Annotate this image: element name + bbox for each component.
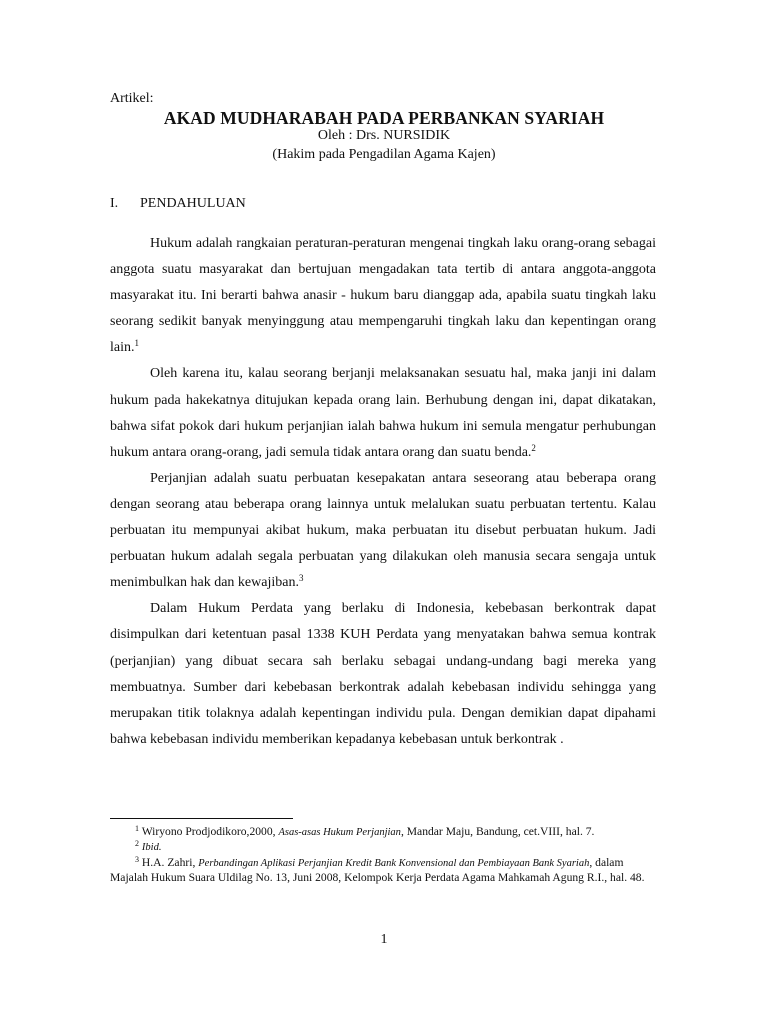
footnote [110,840,658,855]
footnote-text: H.A. Zahri, [141,855,199,869]
paragraph-text: Dalam Hukum Perdata yang berlaku di Indonesia, kebebasan berkontrak dapat disimpulkan dari ketentuan pasal 1338 KUH Perdata yang menyatakan bahwa semua kontrak (perjanjian) yang dibuat secara sah berlaku sebagai undang-undang bagi mereka yang membuatnya. Sumber dari kebebasan berkontrak adalah kebebasan individu sehingga yang merupakan titik tolaknya adalah kepentingan individu pula. Dengan demikian dapat dipahami bahwa kebebasan individu memberikan kepadanya kebebasan untuk berkontrak . [110,601,656,747]
section-title: PENDAHULUAN [140,196,246,211]
footnote-italic-title: Ibid. [141,842,162,854]
footnote-text: Wiryono Prodjodikoro,2000, [141,825,279,838]
footnote-ref: 1 [134,338,139,349]
paragraph [110,466,656,596]
footnote-text: , dalam Majalah Hukum Suara Uldilag No. 13, Juni 2008, Kelompok Kerja Perdata Agama Mahkamah Agung R.I., hal. 48. [110,855,645,885]
paragraph [110,231,656,361]
footnote-italic-title: Perbandingan Aplikasi Perjanjian Kredit Bank Konvensional dan Pembiayaan Bank Syariah [198,857,590,869]
article-body [110,231,656,753]
section-heading [110,196,246,212]
footnote-separator [110,818,293,819]
footnote-ref: 2 [531,442,536,453]
paragraph [110,596,656,753]
paragraph [110,361,656,465]
footnote [110,856,658,886]
paragraph-text: Perjanjian adalah suatu perbuatan kesepakatan antara seseorang atau beberapa orang dengan seorang atau beberapa orang lainnya untuk melalukan suatu perbuatan tertentu. Kalau perbuatan itu mempunyai akibat hukum, maka perbuatan itu disebut perbuatan hukum. Jadi perbuatan hukum adalah segala perbuatan yang dilakukan oleh manusia secara sengaja untuk menimbulkan hak dan kewajiban. [110,470,656,591]
footnote-italic-title: Asas-asas Hukum Perjanjian [278,827,401,838]
article-label: Artikel: [110,91,154,106]
article-title: AKAD MUDHARABAH PADA PERBANKAN SYARIAH [163,108,605,128]
paragraph-text: Hukum adalah rangkaian peraturan-peraturan mengenai tingkah laku orang-orang sebagai anggota suatu masyarakat dan bertujuan mengadakan tata tertib di antara anggota-anggota masyarakat itu. Ini berarti bahwa anasir - hukum baru dianggap ada, apabila suatu tingkah laku seorang sedikit banyak menyinggung atau mempengaruhi tingkah laku dan kepentingan orang lain. [110,236,656,356]
footnote-mark: 1 [135,824,139,833]
author-affiliation: (Hakim pada Pengadilan Agama Kajen) [272,147,496,162]
footnotes [110,825,658,886]
paragraph-text: Oleh karena itu, kalau seorang berjanji melaksanakan sesuatu hal, maka janji ini dalam hukum pada hakekatnya ditujukan kepada orang lain. Berhubung dengan ini, dapat dikatakan, bahwa sifat pokok dari hukum perjanjian ialah bahwa hukum ini semula mengatur perhubungan hukum antara orang-orang, jadi semula tidak antara orang dan suatu benda. [110,366,656,460]
footnote-text: , Mandar Maju, Bandung, cet.VIII, hal. 7. [400,825,595,838]
author-line: Oleh : Drs. NURSIDIK [317,128,451,143]
footnote-mark: 2 [135,839,139,849]
page-number: 1 [380,932,388,947]
section-number: I. [110,196,119,211]
footnote-mark: 3 [135,854,139,864]
footnote-ref: 3 [298,573,304,584]
footnote [110,825,658,840]
